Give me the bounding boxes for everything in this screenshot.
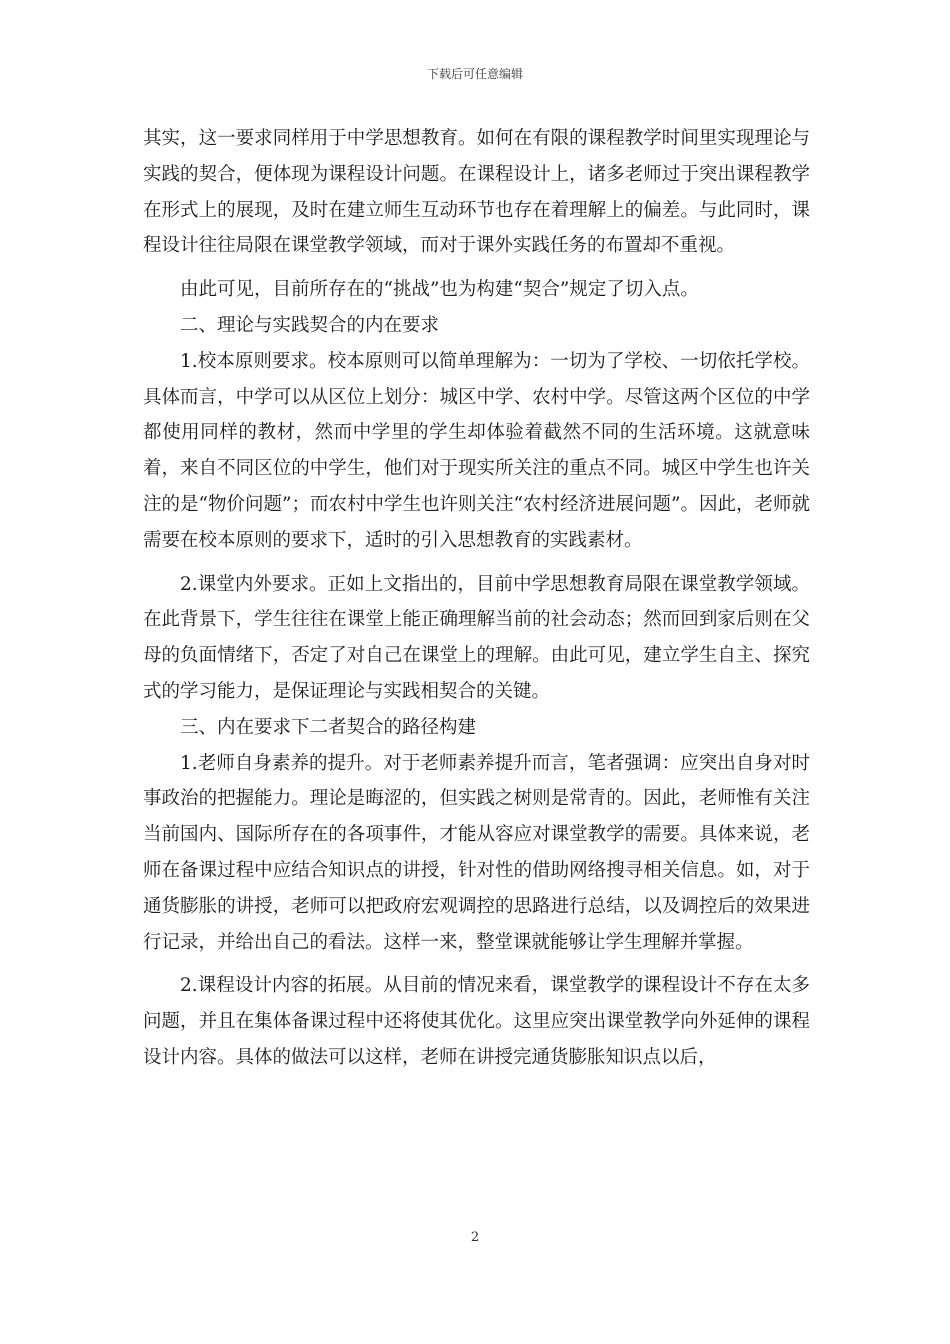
paragraph-continuation: 其实，这一要求同样用于中学思想教育。如何在有限的课程教学时间里实现理论与实践的契合，便体现为课程设计问题。在课程设计上，诸多老师过于突出课程教学在形式上的展现，及时在建立师生互动环节也存在着理解上的偏差。与此同时，课程设计往往局限在课堂教学领域，而对于课外实践任务的布置却不重视。 — [143, 128, 810, 257]
document-body — [143, 121, 810, 1076]
paragraph-teacher-literacy: 1.老师自身素养的提升。对于老师素养提升而言，笔者强调：应突出自身对时事政治的把握能力。理论是晦涩的，但实践之树则是常青的。因此，老师惟有关注当前国内、国际所存在的各项事件，才能从容应对课堂教学的需要。具体来说，老师在备课过程中应结合知识点的讲授，针对性的借助网络搜寻相关信息。如，对于通货膨胀的讲授，老师可以把政府宏观调控的思路进行总结，以及调控后的效果进行记录，并给出自己的看法。这样一来，整堂课就能够让学生理解并掌握。 — [143, 752, 810, 953]
section-heading-3: 三、内在要求下二者契合的路径构建 — [180, 716, 477, 738]
page-number: 2 — [470, 1230, 480, 1245]
paragraph-school-principle: 1.校本原则要求。校本原则可以简单理解为：一切为了学校、一切依托学校。具体而言，中学可以从区位上划分：城区中学、农村中学。尽管这两个区位的中学都使用同样的教材，然而中学里的学生却体验着截然不同的生活环境。这就意味着，来自不同区位的中学生，他们对于现实所关注的重点不同。城区中学生也许关注的是“物价问题”；而农村中学生也许则关注“农村经济进展问题”。因此，老师就需要在校本原则的要求下，适时的引入思想教育的实践素材。 — [143, 350, 810, 551]
page-header: 下载后可任意编辑 — [426, 67, 523, 81]
section-heading-2: 二、理论与实践契合的内在要求 — [180, 314, 440, 336]
paragraph-classroom-requirement: 2.课堂内外要求。正如上文指出的，目前中学思想教育局限在课堂教学领域。在此背景下，学生往往在课堂上能正确理解当前的社会动态；然而回到家后则在父母的负面情绪下，否定了对自己在课堂上的理解。由此可见，建立学生自主、探究式的学习能力，是保证理论与实践相契合的关键。 — [143, 573, 810, 702]
paragraph-conclusion: 由此可见，目前所存在的“挑战”也为构建“契合”规定了切入点。 — [180, 279, 699, 301]
paragraph-course-design: 2.课程设计内容的拓展。从目前的情况来看，课堂教学的课程设计不存在太多问题，并且在集体备课过程中还将使其优化。这里应突出课堂教学向外延伸的课程设计内容。具体的做法可以这样，老师在讲授完通货膨胀知识点以后， — [143, 975, 810, 1068]
